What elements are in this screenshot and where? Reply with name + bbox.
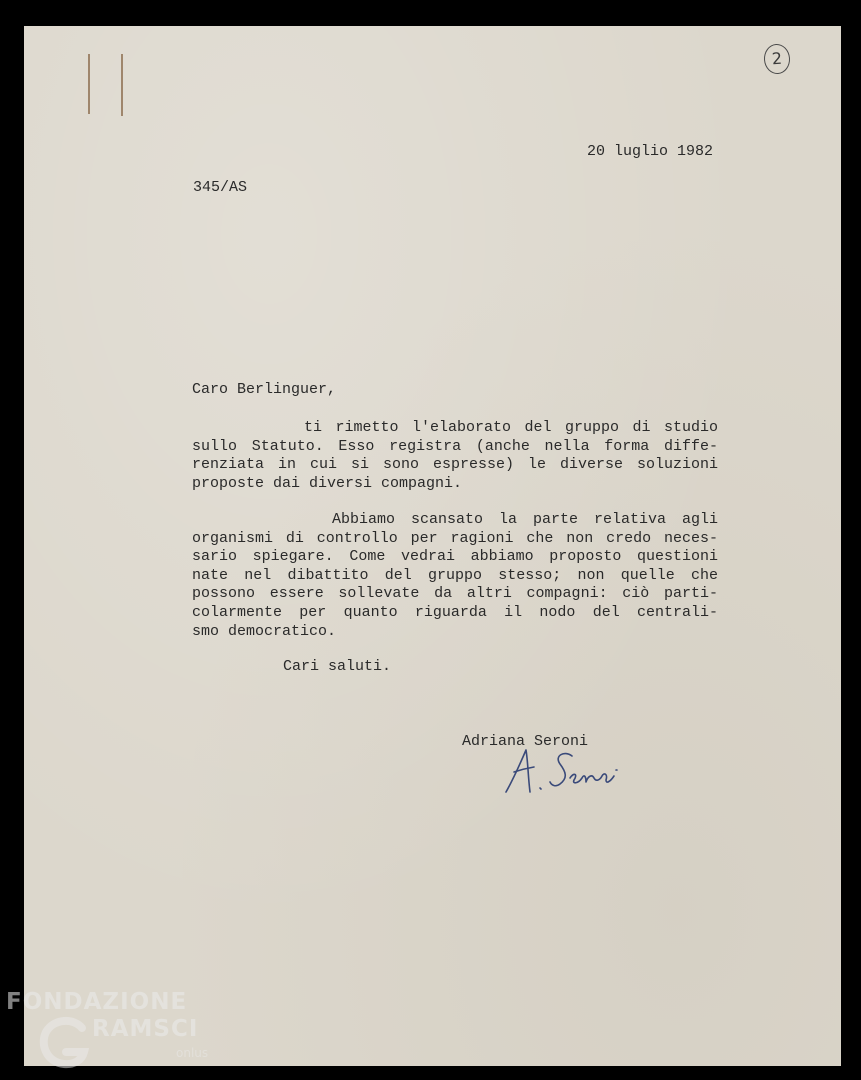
gramsci-logo-icon <box>34 1012 94 1072</box>
reference-number: 345/AS <box>193 179 248 196</box>
paragraph-1-line: ti rimetto l'elaborato del gruppo di studio <box>304 419 718 436</box>
handwritten-signature <box>498 742 628 800</box>
paragraph-2-line: sario spiegare. Come vedrai abbiamo proposto questioni <box>192 548 718 566</box>
sender-name: Adriana Seroni <box>462 733 589 750</box>
watermark-line-1: FONDAZIONE <box>6 989 188 1015</box>
paragraph-2-line: organismi di controllo per ragioni che non credo neces- <box>192 529 718 547</box>
paragraph-2-line: colarmente per quanto riguarda il nodo del centrali- <box>192 603 718 621</box>
staple-mark-right <box>121 54 123 116</box>
salutation: Caro Berlinguer, <box>192 381 337 398</box>
paragraph-2-line: nate nel dibattito del gruppo stesso; non quelle che <box>192 566 718 584</box>
paragraph-1-line: renziata in cui si sono espresse) le diverse soluzioni <box>192 456 718 474</box>
paragraph-2-line: possono essere sollevate da altri compagni: ciò parti- <box>192 585 718 603</box>
letter-date: 20 luglio 1982 <box>587 143 714 160</box>
watermark-line-2: RAMSCI <box>92 1016 199 1042</box>
closing: Cari saluti. <box>283 658 392 675</box>
paragraph-2 <box>192 511 718 641</box>
paragraph-2-line: Abbiamo scansato la parte relativa agli <box>332 511 718 528</box>
staple-mark-left <box>88 54 90 114</box>
page-number-circle: 2 <box>763 43 791 75</box>
paragraph-1-line: sullo Statuto. Esso registra (anche nella forma diffe- <box>192 437 718 455</box>
paragraph-1 <box>192 419 718 493</box>
paragraph-2-line: smo democratico. <box>192 622 337 640</box>
watermark-line-3: onlus <box>176 1046 209 1060</box>
paragraph-1-line: proposte dai diversi compagni. <box>192 474 463 492</box>
fondazione-gramsci-watermark <box>0 986 220 1080</box>
